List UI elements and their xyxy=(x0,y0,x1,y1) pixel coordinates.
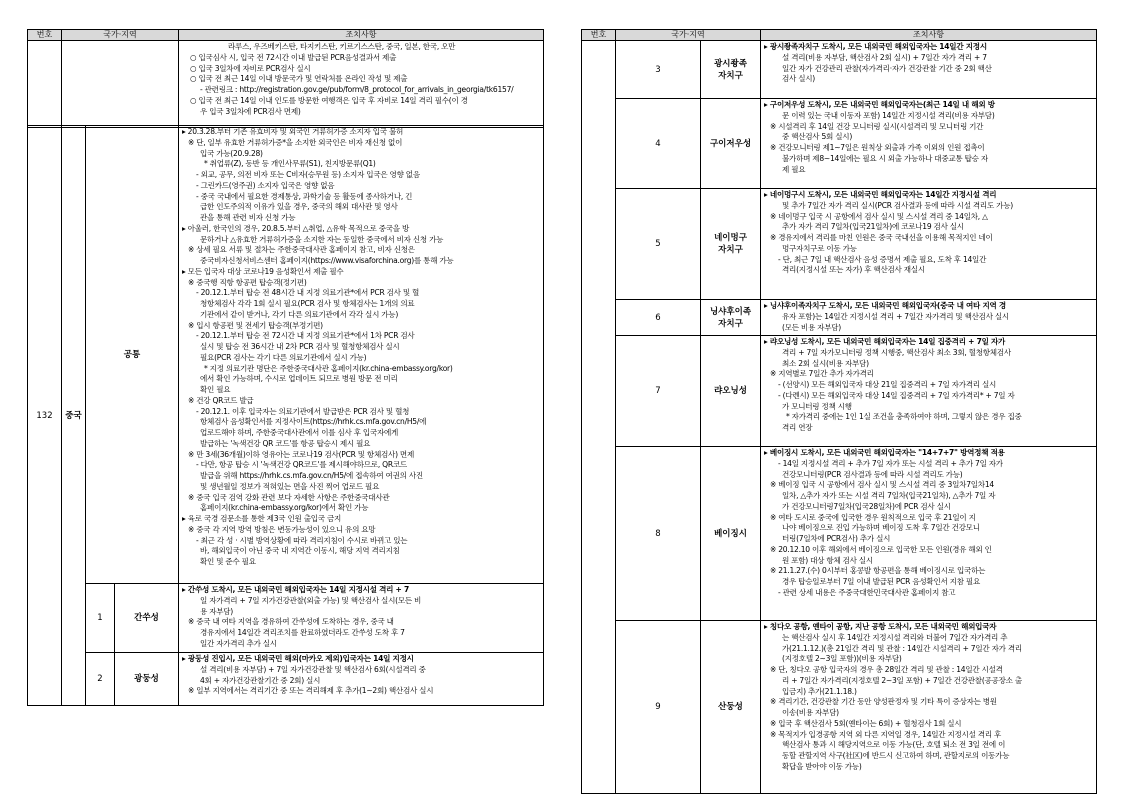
text-line: ※ 중국 각 지역 방역 방침은 변동가능성이 있으니 유의 요망 xyxy=(188,524,376,534)
left-page-table xyxy=(27,29,544,128)
table-row xyxy=(582,41,1097,99)
text-line: - 14일 지정시설 격리 + 추가 7일 자가 또는 시설 격리 + 추가 7일 자가 xyxy=(778,458,1003,468)
text-line: 홈페이지(kr.china-embassy.org/kor)에서 확인 가능 xyxy=(200,503,369,513)
text-line: ▸ 칭다오 공항, 옌타이 공항, 지난 공항 도착시, 모든 내외국민 해외입국자 xyxy=(764,622,997,631)
text-line: 는 핵산검사 실시 후 14일간 지정시설 격리와 더불어 7일간 자가격리 추 xyxy=(782,632,1008,642)
text-line: * 자가격리 중에는 1인 1실 조건을 충족하여야 하며, 그렇지 않은 경우 집중 xyxy=(786,412,1022,422)
row-num: 2 xyxy=(86,653,115,705)
text-line: ※ 격리기간, 건강관찰 기간 동안 양성판정자 및 기타 특이 증상자는 병원 xyxy=(770,697,997,707)
text-line: (지정호텔 2~3일 포함))(비용 자부담) xyxy=(782,654,902,664)
georgia-measures-cell xyxy=(179,41,544,128)
text-line: 라루스, 우즈베키스탄, 타지키스탄, 키르기스스탄, 중국, 일본, 한국, 오만 xyxy=(228,42,456,51)
text-line: ※ 건강모니터링 제1~7일은 원칙상 외출과 가족 이외의 인원 접촉이 xyxy=(770,143,985,152)
text-line: ○ 입국 전 최근 14일 이내 인도를 방문한 여행객은 입국 후 자비로 14일 격리 필수(이 경 xyxy=(190,95,468,105)
text-line: 설 격리(비용 자부담) + 7일 자가건강관찰 및 핵산검사 6회(시설격리 중 xyxy=(200,664,426,674)
text-line: 바, 해외입국이 아닌 중국 내 지역간 이동시, 해당 지역 격리지침 xyxy=(200,546,400,556)
text-line: 검사 실시) xyxy=(782,74,816,84)
text-line: ※ 베이징 입국 시 공항에서 검사 실시 및 스시설 격리 중 3일차7일차14 xyxy=(770,480,994,490)
text-line: 터링(7일차에 PCR검사) 추가 실시 xyxy=(782,534,891,543)
text-line: ▸ 닝샤후이족자치구 도착시, 모든 내외국민 해외입국자(중국 내 여타 지역 경 xyxy=(764,301,1006,310)
text-line: ※ 지역별로 7일간 추가 자가격리 xyxy=(770,369,874,379)
text-line: 최소 2회 실시(비용 자부담) xyxy=(782,358,869,368)
text-line: ※ 건강 QR코드 발급 xyxy=(188,395,254,405)
province-name-line: 닝샤후이족 xyxy=(709,306,752,317)
text-line: 발급을 위해 https://hrhk.cs.mfa.gov.cn/H5/에 접속하여 여권의 사진 xyxy=(200,471,423,480)
text-line: ※ 단, 일부 유효한 거류허가증*을 소지한 외국인은 비자 재신청 없이 xyxy=(188,137,403,147)
measures-cell xyxy=(761,621,1097,794)
province-name xyxy=(701,99,761,189)
row-region-cell xyxy=(62,41,179,128)
text-line: 경유지에서 14일간 격리조치를 완료하였더라도 간쑤성 도착 후 7 xyxy=(200,628,405,637)
text-line: ○ 입국 3일차에 자비로 PCR검사 실시 xyxy=(190,63,311,73)
table-row xyxy=(582,336,1097,447)
row-num: 6 xyxy=(616,300,701,336)
text-line: ※ 시설격리 후 14일 건강 모니터링 실시(시설격리 및 모니터링 기간 xyxy=(770,121,984,131)
text-line: 입국 가능(20.9.28) xyxy=(200,148,263,158)
row-num: 4 xyxy=(616,99,701,189)
header-region: 국가·지역 xyxy=(62,30,179,41)
text-line: - (선양시) 모든 해외입국자 대상 21일 집중격리 + 7일 자가격리 실시 xyxy=(778,380,997,389)
table-header-row xyxy=(582,30,1097,41)
text-line: ※ 중국 내 여타 지역을 경유하여 간쑤성에 도착하는 경우, 중국 내 xyxy=(188,617,394,627)
row-num-china: 132 xyxy=(28,126,62,706)
header-num: 번호 xyxy=(582,30,616,41)
province-name xyxy=(701,336,761,447)
text-line: 4회 + 자가건강관찰기간 중 2회) 실시 xyxy=(200,675,321,685)
text-line: ※ 목적지가 입경공항 지역 외 다른 지역일 경우, 14일간 지정시설 격리 후 xyxy=(770,729,1002,739)
text-line: 필요(PCR 검사는 각기 다른 의료기관에서 실시 가능) xyxy=(200,352,367,362)
text-line: 중국비자신청서비스센터 홈페이지(https://www.visaforchina.org)를 통해 가능 xyxy=(200,256,454,265)
table-row-guangdong xyxy=(28,653,544,706)
text-line: 확인 필요 xyxy=(200,385,231,394)
row-num: 9 xyxy=(616,621,701,794)
text-line: 가(21.1.12.)(총 21일간 격리 및 관찰 : 14일간 시설격리 + 7일간 자가 격리 xyxy=(782,643,1022,653)
text-line: ○ 입국심사 시, 입국 전 72시간 이내 발급된 PCR음성결과서 제출 xyxy=(190,52,397,62)
table-row xyxy=(28,41,544,128)
text-line: ※ 20.12.10 이후 해외에서 베이징으로 입국한 모든 인원(경유 해외 인 xyxy=(770,544,992,554)
text-line: ▸ 간쑤성 도착시, 모든 내외국민 해외입국자는 14일 지정시설 격리 + 7 xyxy=(182,585,410,594)
text-line: 가 모니터링 정책 시행 xyxy=(782,401,852,411)
right-page-table xyxy=(581,29,1097,794)
text-line: ▸ 광둥성 진입시, 모든 내외국민 해외(마카오 제외)입국자는 14일 지정시 xyxy=(182,654,414,663)
text-line: 이송(비용 자부담) xyxy=(782,708,839,717)
province-name-line: 랴오닝성 xyxy=(714,386,747,396)
province-name xyxy=(701,621,761,794)
text-line: ※ 만 3세(36개월)이하 영유아는 코로나19 검사(PCR 및 항체검사) 면제 xyxy=(188,449,415,459)
province-name-line: 산둥성 xyxy=(718,702,743,712)
text-line: 일 자가격리 + 7일 지가건강관찰(외출 가능) 및 핵산검사 실시(모든 비 xyxy=(200,595,422,605)
text-line: 나야 베이징으로 진입 가능하며 베이징 도착 후 7일간 건강모니 xyxy=(782,523,980,533)
text-line: ※ 입국 후 핵산검사 5회(옌타이는 6회) + 혈청검사 1회 실시 xyxy=(770,718,962,728)
text-line: 가 건강모니터링7일차(입국28일차)에 PCR 검사 실시 xyxy=(782,501,951,511)
text-line: 멍구자치구로 이동 가능 xyxy=(782,243,857,253)
text-line: - 그린카드(영주권) 소지자 입국은 영향 없음 xyxy=(196,180,335,190)
text-line: - 외교, 공무, 의전 비자 또는 C비자(승무원 등) 소지자 입국은 영향 없음 xyxy=(196,170,420,179)
measures-cell xyxy=(761,41,1097,99)
table-row-gansu xyxy=(28,584,544,653)
text-line: - 다만, 항공 탑승 시 '녹색건강 QR코드'를 제시해야하므로, QR코드 xyxy=(196,460,407,470)
text-line: ※ 여타 도시로 중국에 입국한 경우 원칙적으로 입국 후 21일이 지 xyxy=(770,512,976,522)
measures-cell xyxy=(761,189,1097,300)
empty-num-cell xyxy=(582,41,616,794)
text-line: ▸ 네이멍구시 도착시, 모든 내외국민 해외입국자는 14일간 지정시설 격리 xyxy=(764,190,997,199)
text-line: - 20.12.1. 이후 입국자는 의료기관에서 발급받은 PCR 검사 및 혈청 xyxy=(196,406,410,416)
text-line: * 지정 의료기관 명단은 주한중국대사관 홈페이지(kr.china-embassy.org/kor) xyxy=(204,363,453,373)
text-line: ※ 네이멍구 입국 시 공항에서 검사 실시 및 스시설 격리 중 14일차, △ xyxy=(770,211,988,221)
text-line: ▸ 구이저우성 도착시, 모든 내외국민 해외입국자는(최근 14일 내 해외 방 xyxy=(764,100,995,109)
text-line: ※ 일부 지역에서는 격리기간 중 또는 격리해제 후 추가(1~2회) 핵산검사 실시 xyxy=(188,686,434,696)
text-line: 핵산검사 통과 시 해당지역으로 이동 가능(단, 호텔 퇴소 전 3일 전에 이 xyxy=(782,740,1006,750)
text-line: 불가하며 제8~14일에는 필요 시 외출 가능하나 대중교통 탑승 자 xyxy=(782,153,988,163)
measures-cell xyxy=(761,300,1097,336)
text-line: ○ 입국 전 최근 14일 이내 방문국가 및 연락처를 온라인 작성 및 제출 xyxy=(190,74,408,84)
province-name xyxy=(701,41,761,99)
gansu-subcell xyxy=(86,584,179,653)
text-line: 유자 포함)는 14일간 지정시설 격리 + 7일간 자가격리 및 핵산검사 실시 xyxy=(782,311,1009,321)
text-line: ※ 경유지에서 격리를 마친 인원은 중국 국내선을 이용해 목적지인 네이 xyxy=(770,233,993,242)
table-row xyxy=(582,447,1097,621)
table-header-row xyxy=(28,30,544,41)
country-name-china: 중국 xyxy=(62,126,86,706)
table-row-china-common xyxy=(28,126,544,584)
table-row xyxy=(582,99,1097,189)
measures-cell xyxy=(761,336,1097,447)
text-line: 건강모니터링(PCR 검사결과 등에 따라 시설 격리도 가능) xyxy=(782,469,963,479)
text-line: 격리 연장 xyxy=(782,423,813,432)
text-line: - 20.12.1.부터 탑승 전 72시간 내 지정 의료기관*에서 1차 PCR 검사 xyxy=(196,331,415,341)
text-line: 추가 자가 격리 7일차(입국21일차)에 코로나19 검사 실시 xyxy=(782,222,964,232)
guangdong-subcell xyxy=(86,653,179,706)
province-name-line: 베이징시 xyxy=(714,528,747,539)
text-line: ※ 상세 필요 서류 및 절차는 주한중국대사관 홈페이지 참고, 비자 신청은 xyxy=(188,245,415,255)
header-num: 번호 xyxy=(28,30,62,41)
link-text[interactable]: - 관련링크 : http://registration.gov.ge/pub/form/8_protocol_for_arrivals_in_georgia/tk6157/ xyxy=(200,85,514,94)
text-line: 제 필요 xyxy=(782,164,806,174)
text-line: 원 포함) 대상 항체 검사 실시 xyxy=(782,555,873,565)
text-line: 및 추가 7일간 자가 격리 실시(PCR 검사결과 등에 따라 시설 격리도 가능) xyxy=(782,200,1013,210)
table-row xyxy=(582,300,1097,336)
text-line: 기관에서 같이 받거나, 각기 다른 의료기관에서 각각 실시 가능) xyxy=(200,309,399,319)
text-line: ▸ 아울러, 한국인의 경우, 20.8.5.부터 △취업, △유학 목적으로 중국을 방 xyxy=(182,223,410,233)
province-name-line: 자치구 xyxy=(718,245,743,255)
row-num: 5 xyxy=(616,189,701,300)
text-line: 발급하는 '녹색건강 QR 코드'를 항공 탑승시 제시 필요 xyxy=(200,438,371,448)
text-line: 급한 인도주의적 이유가 있을 경우, 중국의 해외 대사관 및 영사 xyxy=(200,202,398,212)
row-num-cell xyxy=(28,41,62,128)
text-line: ▸ 20.3.28.부터 기존 유효비자 및 외국인 거류허가증 소지자 입국 불허 xyxy=(182,127,404,136)
row-num: 8 xyxy=(616,447,701,621)
text-line: 문하거나 △유효한 거류허가증을 소지한 자는 동일한 중국에서 비자 신청 가능 xyxy=(200,234,444,244)
guangdong-measures xyxy=(179,653,544,706)
text-line: ※ 중국 입국 검역 강화 관련 보다 자세한 사항은 주한중국대사관 xyxy=(188,492,390,502)
province-name: 간쑤성 xyxy=(134,613,159,623)
province-name-line: 자치구 xyxy=(718,70,743,81)
text-line: 경우 탑승일로부터 7일 이내 발급된 PCR 음성확인서 지참 필요 xyxy=(782,577,980,586)
province-name-line: 자치구 xyxy=(718,318,743,329)
text-line: 확인 및 준수 필요 xyxy=(200,557,256,566)
text-line: - 관련 상세 내용은 주중국대한민국대사관 홈페이지 참고 xyxy=(778,587,956,597)
sub-region-common: 공통 xyxy=(86,126,179,584)
text-line: ※ 입시 항공편 및 전세기 탑승객(부정기편) xyxy=(188,320,323,330)
text-line: 항체검사 음성확인서를 지정사이트(https://hrhk.cs.mfa.gov.cn/H5/에 xyxy=(200,417,427,427)
row-num: 1 xyxy=(86,584,115,652)
text-line: - (다롄시) 모든 해외입국자 대상 14일 집중격리 + 7일 자가격리* + 7일 자 xyxy=(778,390,1015,400)
text-line: 중 핵산검사 5회 실시) xyxy=(782,132,853,142)
header-measure: 조치사항 xyxy=(761,30,1097,41)
china-common-measures xyxy=(179,126,544,584)
text-line: - 중국 국내에서 필요한 경제통상, 과학기술 등 활동에 종사하거나, 긴 xyxy=(196,191,413,201)
province-name xyxy=(701,447,761,621)
text-line: (모든 비용 자부담) xyxy=(782,322,841,332)
measures-cell xyxy=(761,447,1097,621)
province-name-line: 구이저우성 xyxy=(709,138,752,149)
text-line: * 취업류(Z), 동반 등 개인사무류(S1), 친지방문류(Q1) xyxy=(204,159,376,169)
text-line: ※ 중국행 직항 항공편 탑승객(정기편) xyxy=(188,277,307,287)
text-line: 설 격리(비용 자부담, 핵산검사 2회 실시) + 7일간 자가 격리 + 7 xyxy=(782,52,987,62)
text-line: 입금지) 추가(21.1.18.) xyxy=(782,686,857,696)
gansu-measures xyxy=(179,584,544,653)
text-line: 격리(지정시설 또는 자가) 후 핵산검사 재실시 xyxy=(782,265,925,275)
text-line: ※ 단, 칭다오 공항 입국자의 경우 총 28일간 격리 및 관찰 : 14일간 시설격 xyxy=(770,665,1003,674)
province-name xyxy=(701,300,761,336)
text-line: ▸ 육로 국경 검문소를 통한 제3국 인원 출입국 금지 xyxy=(182,514,342,523)
text-line: ▸ 모든 입국자 대상 코로나19 음성확인서 제출 필수 xyxy=(182,266,344,276)
text-line: 우 입국 3일차에 PCR검사 면제) xyxy=(200,106,301,116)
text-line: 동할 관할지역 사구(社区)에 반드시 신고하여 하며, 관할지로의 이동가능 xyxy=(782,751,1010,760)
header-region: 국가·지역 xyxy=(616,30,761,41)
province-name: 광둥성 xyxy=(134,674,159,684)
text-line: ▸ 광시좡족자치구 도착시, 모든 내외국민 해외입국자는 14일간 지정시 xyxy=(764,42,987,51)
text-line: 청항체검사 각각 1회 실시 필요(PCR 검사 및 항체검사는 1개의 의료 xyxy=(200,299,415,308)
text-line: 및 생년월일 정보가 적혀있는 면을 사진 찍어 업로드 필요 xyxy=(200,481,380,491)
text-line: ※ 21.1.27.(수) 0시부터 홍콩발 항공편을 통해 베이징시로 입국하는 xyxy=(770,566,986,576)
text-line: 관을 통해 관련 비자 신청 가능 xyxy=(200,213,296,222)
text-line: 확답을 받아야 이동 가능) xyxy=(782,761,862,771)
text-line: 일간 자가격리 추가 실시 xyxy=(200,638,277,648)
text-line: 일차, △추가 자가 또는 시설 격리 7일차(입국21일차), △추가 7일 자 xyxy=(782,491,996,500)
text-line: - 최근 각 성 · 시별 방역상황에 따라 격리지침이 수시로 바뀌고 있는 xyxy=(196,535,408,545)
measures-cell xyxy=(761,99,1097,189)
text-line: 에서 확인 가능하며, 수시로 업데이트 되므로 병원 방문 전 미리 xyxy=(200,374,398,384)
text-line: - 단, 최근 7일 내 핵산검사 음성 증명서 제출 필요, 도착 후 14일간 xyxy=(778,254,987,264)
header-measure: 조치사항 xyxy=(179,30,544,41)
text-line: 일간 자가 건강관리 관찰(자가격리·자가 건강관찰 기간 중 2회 핵산 xyxy=(782,63,992,73)
province-name-line: 네이멍구 xyxy=(714,233,747,243)
text-line: - 20.12.1.부터 탑승 전 48시간 내 지정 의료기관*에서 PCR 검사 및 혈 xyxy=(196,288,420,298)
table-row xyxy=(582,189,1097,300)
row-num: 3 xyxy=(616,41,701,99)
province-name xyxy=(701,189,761,300)
text-line: 실시 및 탑승 전 36시간 내 2차 PCR 검사 및 혈청항체검사 실시 xyxy=(200,342,400,351)
text-line: ▸ 랴오닝성 도착시, 모든 내외국민 해외입국자는 14일 집중격리 + 7일 자가 xyxy=(764,337,1006,346)
china-table xyxy=(27,125,544,706)
text-line: 문 이력 있는 국내 이동자 포함) 14일간 지정시설 격리(비용 자부담) xyxy=(782,110,995,120)
text-line: 리 + 7일간 자가격리(지정호텔 2~3일 포함) + 7일간 건강관찰(공공장소 출 xyxy=(782,675,1022,685)
table-row xyxy=(582,621,1097,794)
province-name-line: 광시좡족 xyxy=(714,58,747,69)
text-line: ▸ 베이징시 도착시, 모든 내외국민 해외입국자는 "14+7+7" 방역정책 적용 xyxy=(764,448,1005,457)
text-line: 용 자부담) xyxy=(200,606,234,616)
text-line: 격리 + 7일 자가모니터링 정책 시행중, 핵산검사 최소 3회, 혈청항체검사 xyxy=(782,347,1011,357)
row-num: 7 xyxy=(616,336,701,447)
text-line: 업로드해야 하며, 주한중국대사관에서 이를 심사 후 입국자에게 xyxy=(200,428,399,437)
